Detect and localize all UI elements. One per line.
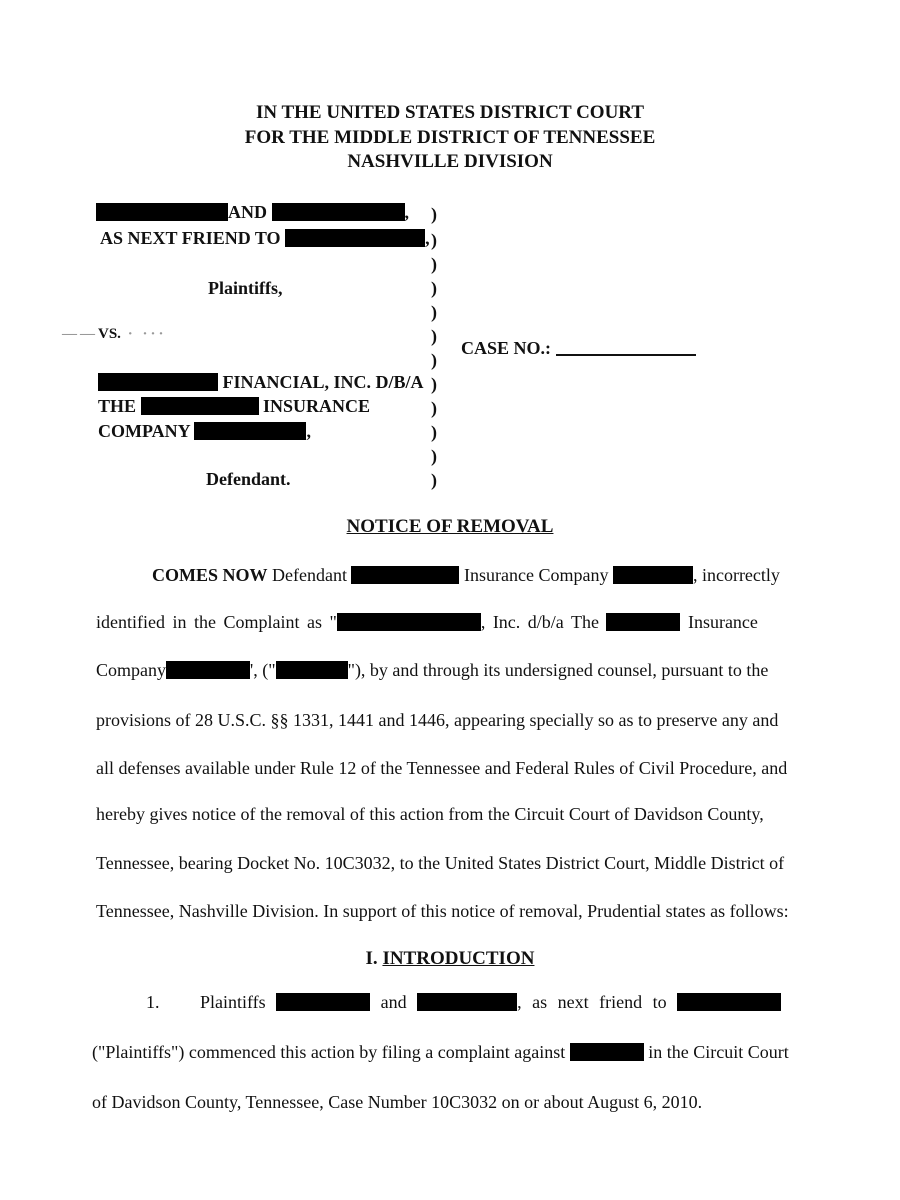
document-title: NOTICE OF REMOVAL (346, 516, 554, 537)
decorative-dashes: · ··· (120, 326, 167, 342)
paragraph-line-1 (152, 565, 780, 586)
caption-paren: ) (431, 470, 437, 490)
caption-comma: , (425, 228, 430, 248)
redaction-block (417, 993, 517, 1011)
caption-defendant-line1 (98, 372, 424, 393)
redaction-block (194, 422, 306, 440)
paragraph-line-4: provisions of 28 U.S.C. §§ 1331, 1441 and 1446, appearing specially so as to preserve any and (96, 710, 779, 730)
court-division: NASHVILLE DIVISION (347, 151, 553, 172)
decorative-dashes: —— (62, 326, 98, 342)
redaction-block (285, 229, 425, 247)
caption-company: COMPANY (98, 421, 190, 441)
case-number-line (461, 338, 696, 359)
caption-paren: ) (431, 326, 437, 346)
case-number-blank (556, 340, 696, 356)
section-heading (0, 948, 900, 970)
redaction-block (96, 203, 228, 221)
redaction-block (272, 203, 405, 221)
text-incorrectly: , incorrectly (692, 565, 780, 585)
redaction-block (276, 661, 348, 679)
text-circuit-court: in the Circuit Court (648, 1042, 789, 1062)
section-number: I. (365, 948, 378, 969)
caption-the: THE (98, 396, 137, 416)
caption-comma: , (306, 421, 311, 441)
text-and: and (380, 992, 407, 1012)
caption-comma: , (404, 202, 409, 222)
caption-paren: ) (431, 446, 437, 466)
paragraph-line-6: hereby gives notice of the removal of this action from the Circuit Court of Davidson County, (96, 804, 764, 824)
caption-defendant-line3 (98, 421, 311, 442)
section-title: INTRODUCTION (382, 948, 535, 969)
paragraph-line-8: Tennessee, Nashville Division. In support of this notice of removal, Prudential states as follows: (96, 901, 789, 921)
paragraph-line-3 (96, 660, 768, 681)
redaction-block (351, 566, 459, 584)
caption-next-friend: AS NEXT FRIEND TO (100, 228, 281, 248)
text-insurance-company: Insurance Company (463, 565, 609, 585)
caption-vs: VS. (98, 326, 121, 342)
text-commenced: ("Plaintiffs") commenced this action by filing a complaint against (92, 1042, 566, 1062)
redaction-block (606, 613, 680, 631)
text-insurance: Insurance (687, 612, 758, 632)
comes-now: COMES NOW (152, 565, 268, 585)
caption-paren: ) (431, 302, 437, 322)
caption-defendant-line2 (98, 396, 370, 417)
item-1-line-2 (92, 1042, 789, 1063)
item-1-line-1 (200, 992, 781, 1013)
caption-plaintiffs-line1 (96, 202, 409, 223)
court-name-line2: FOR THE MIDDLE DISTRICT OF TENNESSEE (244, 127, 656, 148)
court-name-line1: IN THE UNITED STATES DISTRICT COURT (255, 102, 645, 123)
text-quote-open: ', (" (250, 660, 276, 680)
redaction-block (98, 373, 218, 391)
caption-financial: FINANCIAL, INC. D/B/A (222, 372, 424, 392)
text-next-friend: , as next friend to (517, 992, 667, 1012)
caption-vs-line (62, 326, 166, 343)
text-company: Company (96, 660, 166, 680)
text-defendant: Defendant (272, 565, 347, 585)
caption-paren: ) (431, 350, 437, 370)
caption-insurance: INSURANCE (263, 396, 371, 416)
item-1-line-3: of Davidson County, Tennessee, Case Number 10C3032 on or about August 6, 2010. (92, 1092, 703, 1112)
redaction-block (337, 613, 481, 631)
redaction-block (276, 993, 370, 1011)
redaction-block (166, 661, 250, 679)
caption-next-friend-line (100, 228, 430, 249)
caption-paren: ) (431, 278, 437, 298)
item-1-number: 1. (146, 992, 160, 1012)
caption-paren: ) (431, 422, 437, 442)
redaction-block (613, 566, 693, 584)
caption-paren: ) (431, 254, 437, 274)
paragraph-line-5: all defenses available under Rule 12 of the Tennessee and Federal Rules of Civil Procedure, and (96, 758, 788, 778)
paragraph-line-7: Tennessee, bearing Docket No. 10C3032, to the United States District Court, Middle District of (96, 853, 785, 873)
caption-paren: ) (431, 374, 437, 394)
text-identified: identified in the Complaint as " (96, 612, 337, 632)
caption-plaintiffs-label: Plaintiffs, (208, 278, 283, 298)
redaction-block (570, 1043, 644, 1061)
caption-and: AND (228, 202, 267, 222)
case-number-label: CASE NO.: (461, 338, 552, 358)
caption-defendant-label: Defendant. (206, 469, 291, 489)
redaction-block (141, 397, 259, 415)
caption-paren: ) (431, 398, 437, 418)
text-counsel: "), by and through its undersigned counsel, pursuant to the (347, 660, 769, 680)
text-plaintiffs: Plaintiffs (200, 992, 266, 1012)
text-inc-dba: , Inc. d/b/a The (480, 612, 599, 632)
redaction-block (677, 993, 781, 1011)
caption-paren: ) (431, 204, 437, 224)
caption-paren: ) (431, 230, 437, 250)
paragraph-line-2 (96, 612, 758, 633)
